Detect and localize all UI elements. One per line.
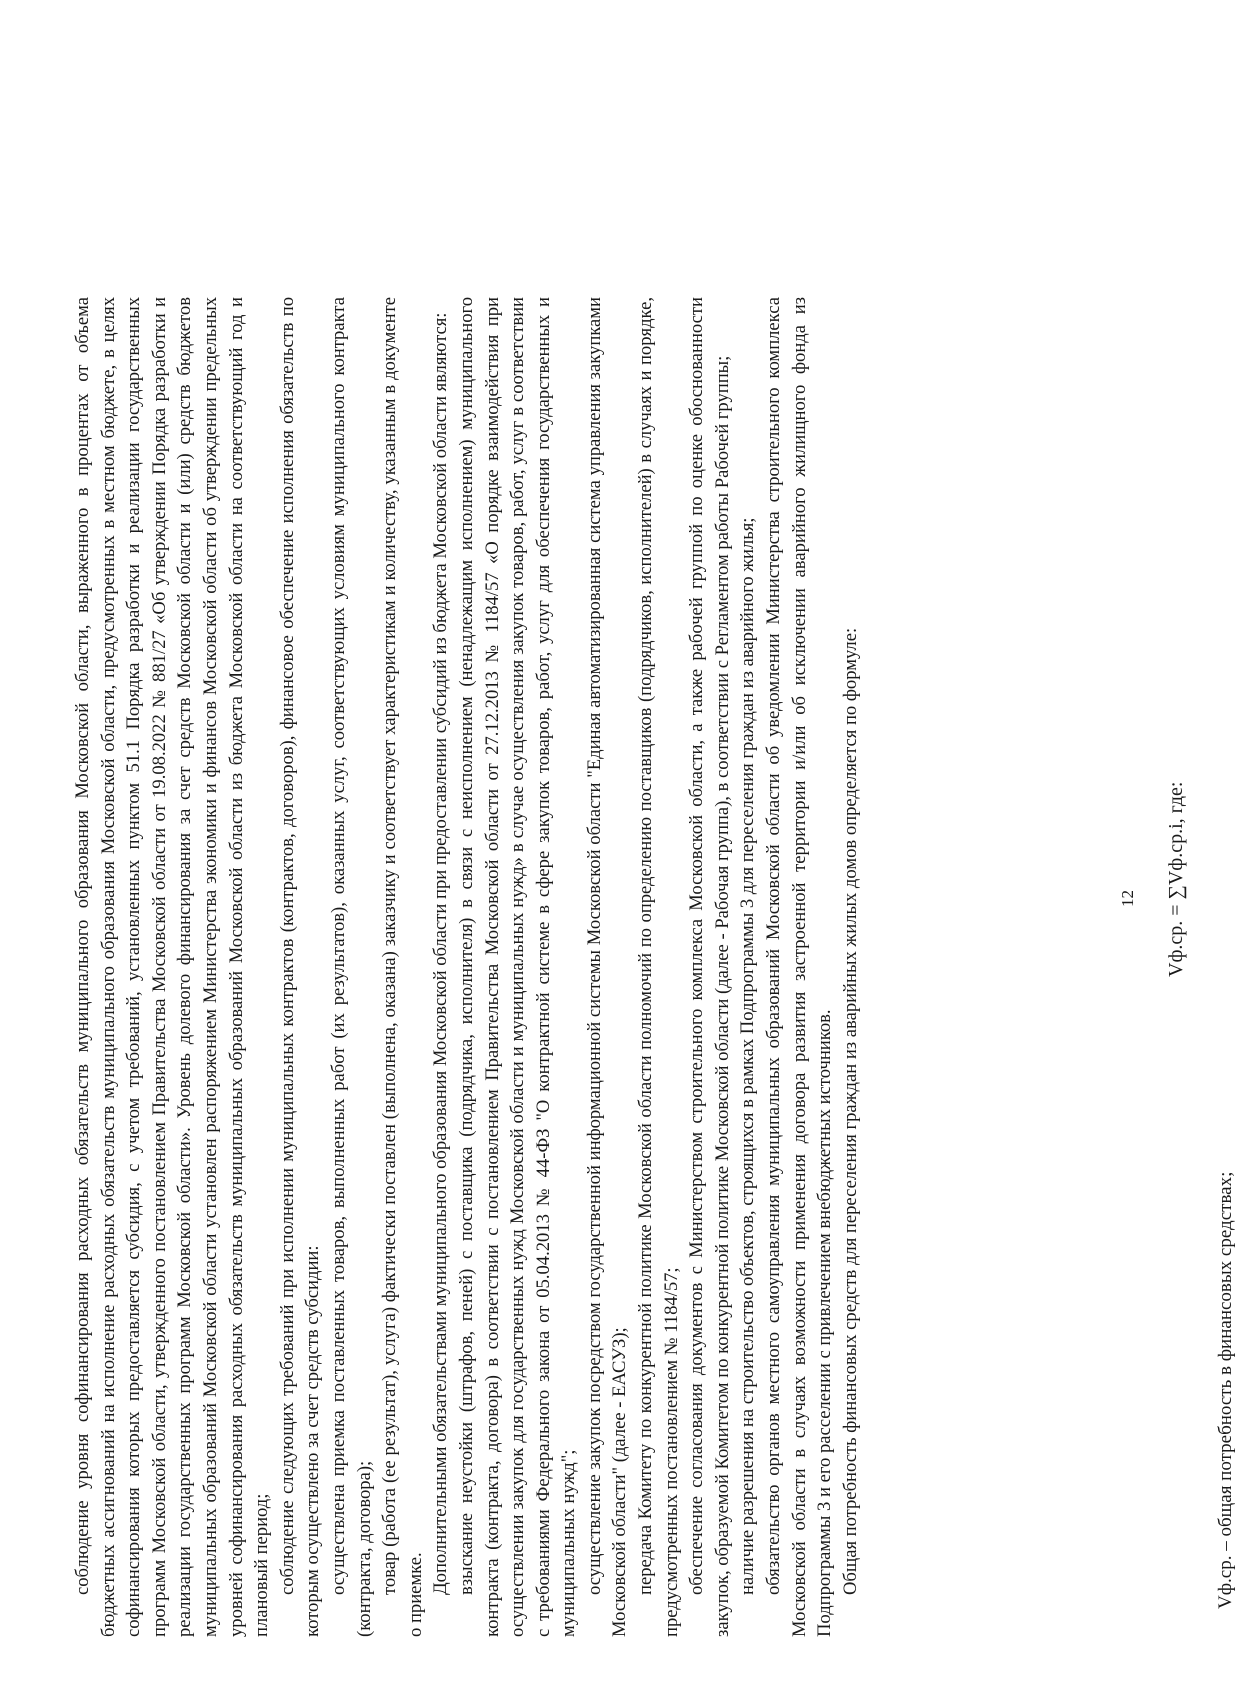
paragraph: Общая потребность финансовых средств для переселения граждан из аварийных жилых домов определяется по формуле: — [839, 627, 861, 1595]
formula: Vф.ср. = ∑Vф.ср.i, где: — [1165, 781, 1187, 977]
paragraph: наличие разрешения на строительство объектов, строящихся в рамках Подпрограммы 3 для переселения граждан из аварийного жилья; — [737, 517, 759, 1595]
paragraph: товар (работа (ее результат), услуга) фактически поставлен (выполнена, оказана) заказчику и соответствует характеристикам и количеству, указанным в документе о приемке. — [379, 297, 426, 1637]
paragraph: обеспечение согласования документов с Министерством строительного комплекса Московской области, а также рабочей группой по оценке обоснованности закупок, образуемой Комитетом по конкурентной политике Московской области (далее - Рабочая группа), в соответствии с Регламентом работы Рабочей группы; — [686, 297, 733, 1637]
paragraph: соблюдение следующих требований при исполнении муниципальных контрактов (контрактов, договоров), финансовое обеспечение исполнения обязательств по которым осуществлено за счет средств субсидии: — [276, 297, 324, 1637]
document-body — [70, 297, 863, 1637]
paragraph: обязательство органов местного самоуправления муниципальных образований Московской области об уведомлении Министерства строительного комплекса Московской области в случаях возможности применения договора развития застроенной территории и/или об исключении аварийного жилищного фонда из Подпрограммы 3 и его расселении с привлечением внебюджетных источников. — [763, 297, 836, 1637]
paragraph: осуществлена приемка поставленных товаров, выполненных работ (их результатов), оказанных услуг, соответствующих условиям муниципального контракта (контракта, договора); — [327, 297, 375, 1637]
formula-block — [1095, 297, 1236, 1637]
paragraph: осуществление закупок посредством государственной информационной системы Московской области "Единая автоматизированная система управления закупками Московской области" (далее - ЕАСУЗ); — [583, 297, 631, 1637]
paragraph: соблюдение уровня софинансирования расходных обязательств муниципального образования Московской области, выраженного в процентах от объема бюджетных ассигнований на исполнение расходных обязательств муниципального образования Московской области, предусмотренных в местном бюджете, в целях софинансирования которых предоставляется субсидия, с учетом требований, установленных пунктом 51.1 Порядка разработки и реализации государственных программ Московской области, утвержденного постановлением Правительства Московской области от 19.08.2022 № 881/27 «Об утверждении Порядка разработки и реализации государственных программ Московской области». Уровень долевого финансирования за счет средств Московской области и (или) средств бюджетов муниципальных образований Московской области установлен распоряжением Министерства экономики и финансов Московской области об утверждении предельных уровней софинансирования расходных обязательств муниципальных образований Московской области из бюджета Московской области на соответствующий год и плановый период; — [72, 297, 273, 1637]
paragraph: взыскание неустойки (штрафов, пеней) с поставщика (подрядчика, исполнителя) в связи с неисполнением (ненадлежащим исполнением) муниципального контракта (контракта, договора) в соответствии с постановлением Правительства Московской области от 27.12.2013 № 1184/57 «О порядке взаимодействия при осуществлении закупок для государственных нужд Московской области и муниципальных нужд» в случае осуществления закупок товаров, работ, услуг в соответствии с требованиями Федерального закона от 05.04.2013 № 44-ФЗ "О контрактной системе в сфере закупок товаров, работ, услуг для обеспечения государственных и муниципальных нужд"; — [455, 297, 580, 1637]
formula-definition: Vф.ср. – общая потребность в финансовых средствах; — [1215, 1171, 1236, 1609]
page-number: 12 — [1118, 890, 1137, 907]
paragraph: передача Комитету по конкурентной политике Московской области полномочий по определению поставщиков (подрядчиков, исполнителей) в случаях и порядке, предусмотренных постановлением № 1184/57; — [635, 297, 682, 1637]
paragraph: Дополнительными обязательствами муниципального образования Московской области при предоставлении субсидий из бюджета Московской области являются: — [430, 312, 452, 1595]
